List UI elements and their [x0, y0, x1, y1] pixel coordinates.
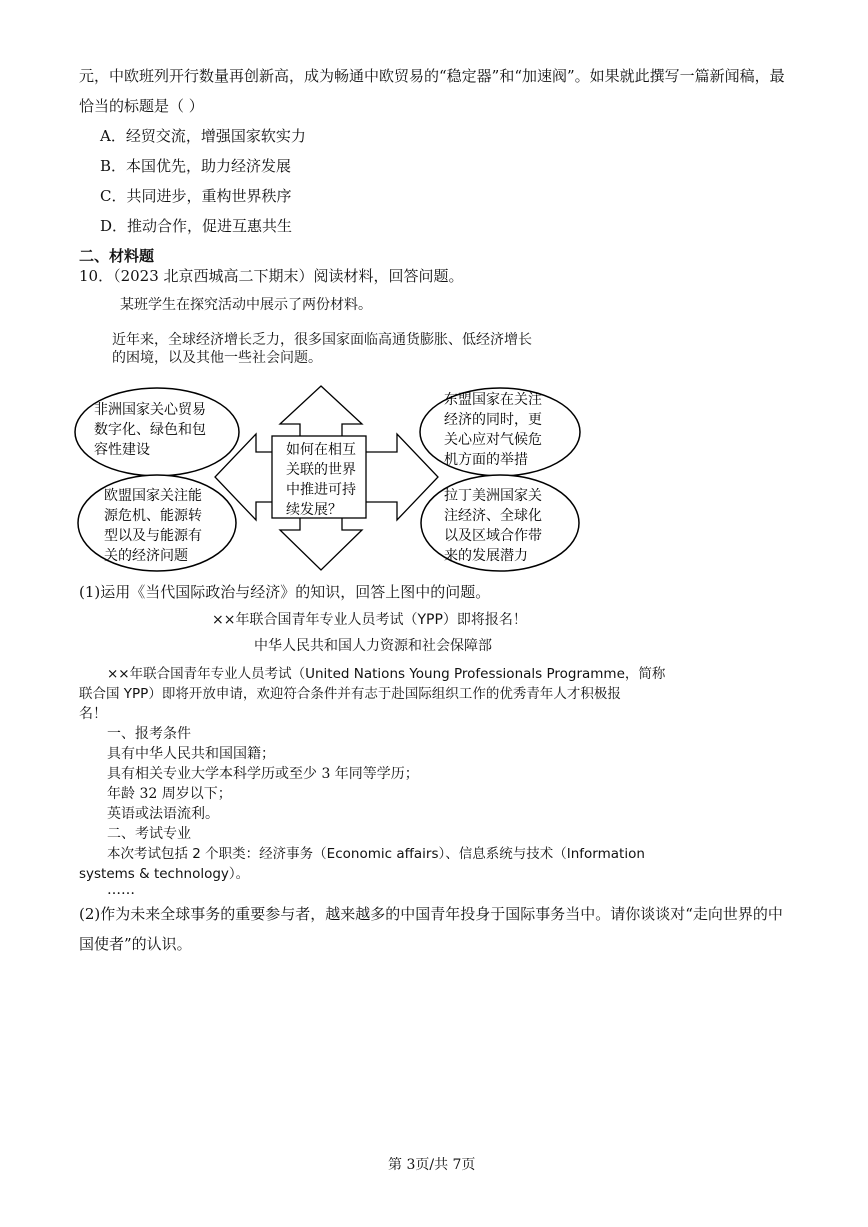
notice-heading-2: 二、考试专业 — [107, 826, 191, 842]
sub-question-1: (1)运用《当代国际政治与经济》的知识，回答上图中的问题。 — [79, 583, 491, 601]
notice-condition-3: 年龄 32 周岁以下； — [107, 786, 232, 802]
page-footer: 第 3页/共 7页 — [388, 1157, 476, 1173]
question-10-stem: 10．（2023 北京西城高二下期末）阅读材料，回答问题。 — [79, 267, 464, 285]
notice-condition-2: 具有相关专业大学本科学历或至少 3 年同等学历； — [107, 766, 419, 782]
notice-condition-1: 具有中华人民共和国国籍； — [107, 746, 275, 762]
sub-question-2-line-2: 国使者”的认识。 — [79, 935, 192, 953]
notice-p2-line-2: systems & technology）。 — [79, 866, 250, 882]
diagram-africa-text: 非洲国家关心贸易 数字化、绿色和包 容性建设 — [94, 402, 206, 458]
diagram-center-text: 如何在相互 关联的世界 中推进可持 续发展？ — [286, 442, 356, 518]
notice-heading-1: 一、报考条件 — [107, 726, 191, 742]
question-9-line-1: 元，中欧班列开行数量再创新高，成为畅通中欧贸易的“稳定器”和“加速阀”。如果就此撰写一篇新闻稿，最 — [79, 67, 785, 85]
notice-p1-line-1: ××年联合国青年专业人员考试（United Nations Young Professionals Programme，简称 — [107, 666, 666, 682]
material-line-2: 的困境，以及其他一些社会问题。 — [112, 350, 322, 366]
notice-p1-line-3: 名！ — [79, 706, 107, 722]
notice-issuer: 中华人民共和国人力资源和社会保障部 — [254, 638, 492, 654]
option-b: B．本国优先，助力经济发展 — [100, 157, 292, 175]
section-title: 二、材料题 — [79, 247, 155, 265]
question-9-line-2: 恰当的标题是（ ） — [79, 97, 204, 115]
diagram-eu-text: 欧盟国家关注能 源危机、能源转 型以及与能源有 关的经济问题 — [104, 488, 202, 564]
option-a: A．经贸交流，增强国家软实力 — [100, 127, 306, 145]
sustainability-diagram — [72, 380, 592, 576]
notice-ellipsis: …… — [107, 882, 135, 898]
notice-p1-line-2: 联合国 YPP）即将开放申请，欢迎符合条件并有志于赴国际组织工作的优秀青年人才积极报 — [79, 686, 621, 702]
material-intro: 某班学生在探究活动中展示了两份材料。 — [120, 297, 372, 313]
notice-title: ××年联合国青年专业人员考试（YPP）即将报名！ — [212, 612, 527, 628]
material-line-1: 近年来，全球经济增长乏力，很多国家面临高通货膨胀、低经济增长 — [112, 332, 532, 348]
diagram-asean-text: 东盟国家在关注 经济的同时，更 关心应对气候危 机方面的举措 — [444, 392, 542, 468]
notice-p2-line-1: 本次考试包括 2 个职类：经济事务（Economic affairs）、信息系统与技术（Information — [107, 846, 645, 862]
notice-condition-4: 英语或法语流利。 — [107, 806, 219, 822]
option-d: D．推动合作，促进互惠共生 — [100, 217, 293, 235]
diagram-latam-text: 拉丁美洲国家关 注经济、全球化 以及区域合作带 来的发展潜力 — [444, 488, 542, 564]
option-c: C．共同进步，重构世界秩序 — [100, 187, 292, 205]
sub-question-2-line-1: (2)作为未来全球事务的重要参与者，越来越多的中国青年投身于国际事务当中。请你谈谈对“走向世界的中 — [79, 905, 783, 923]
